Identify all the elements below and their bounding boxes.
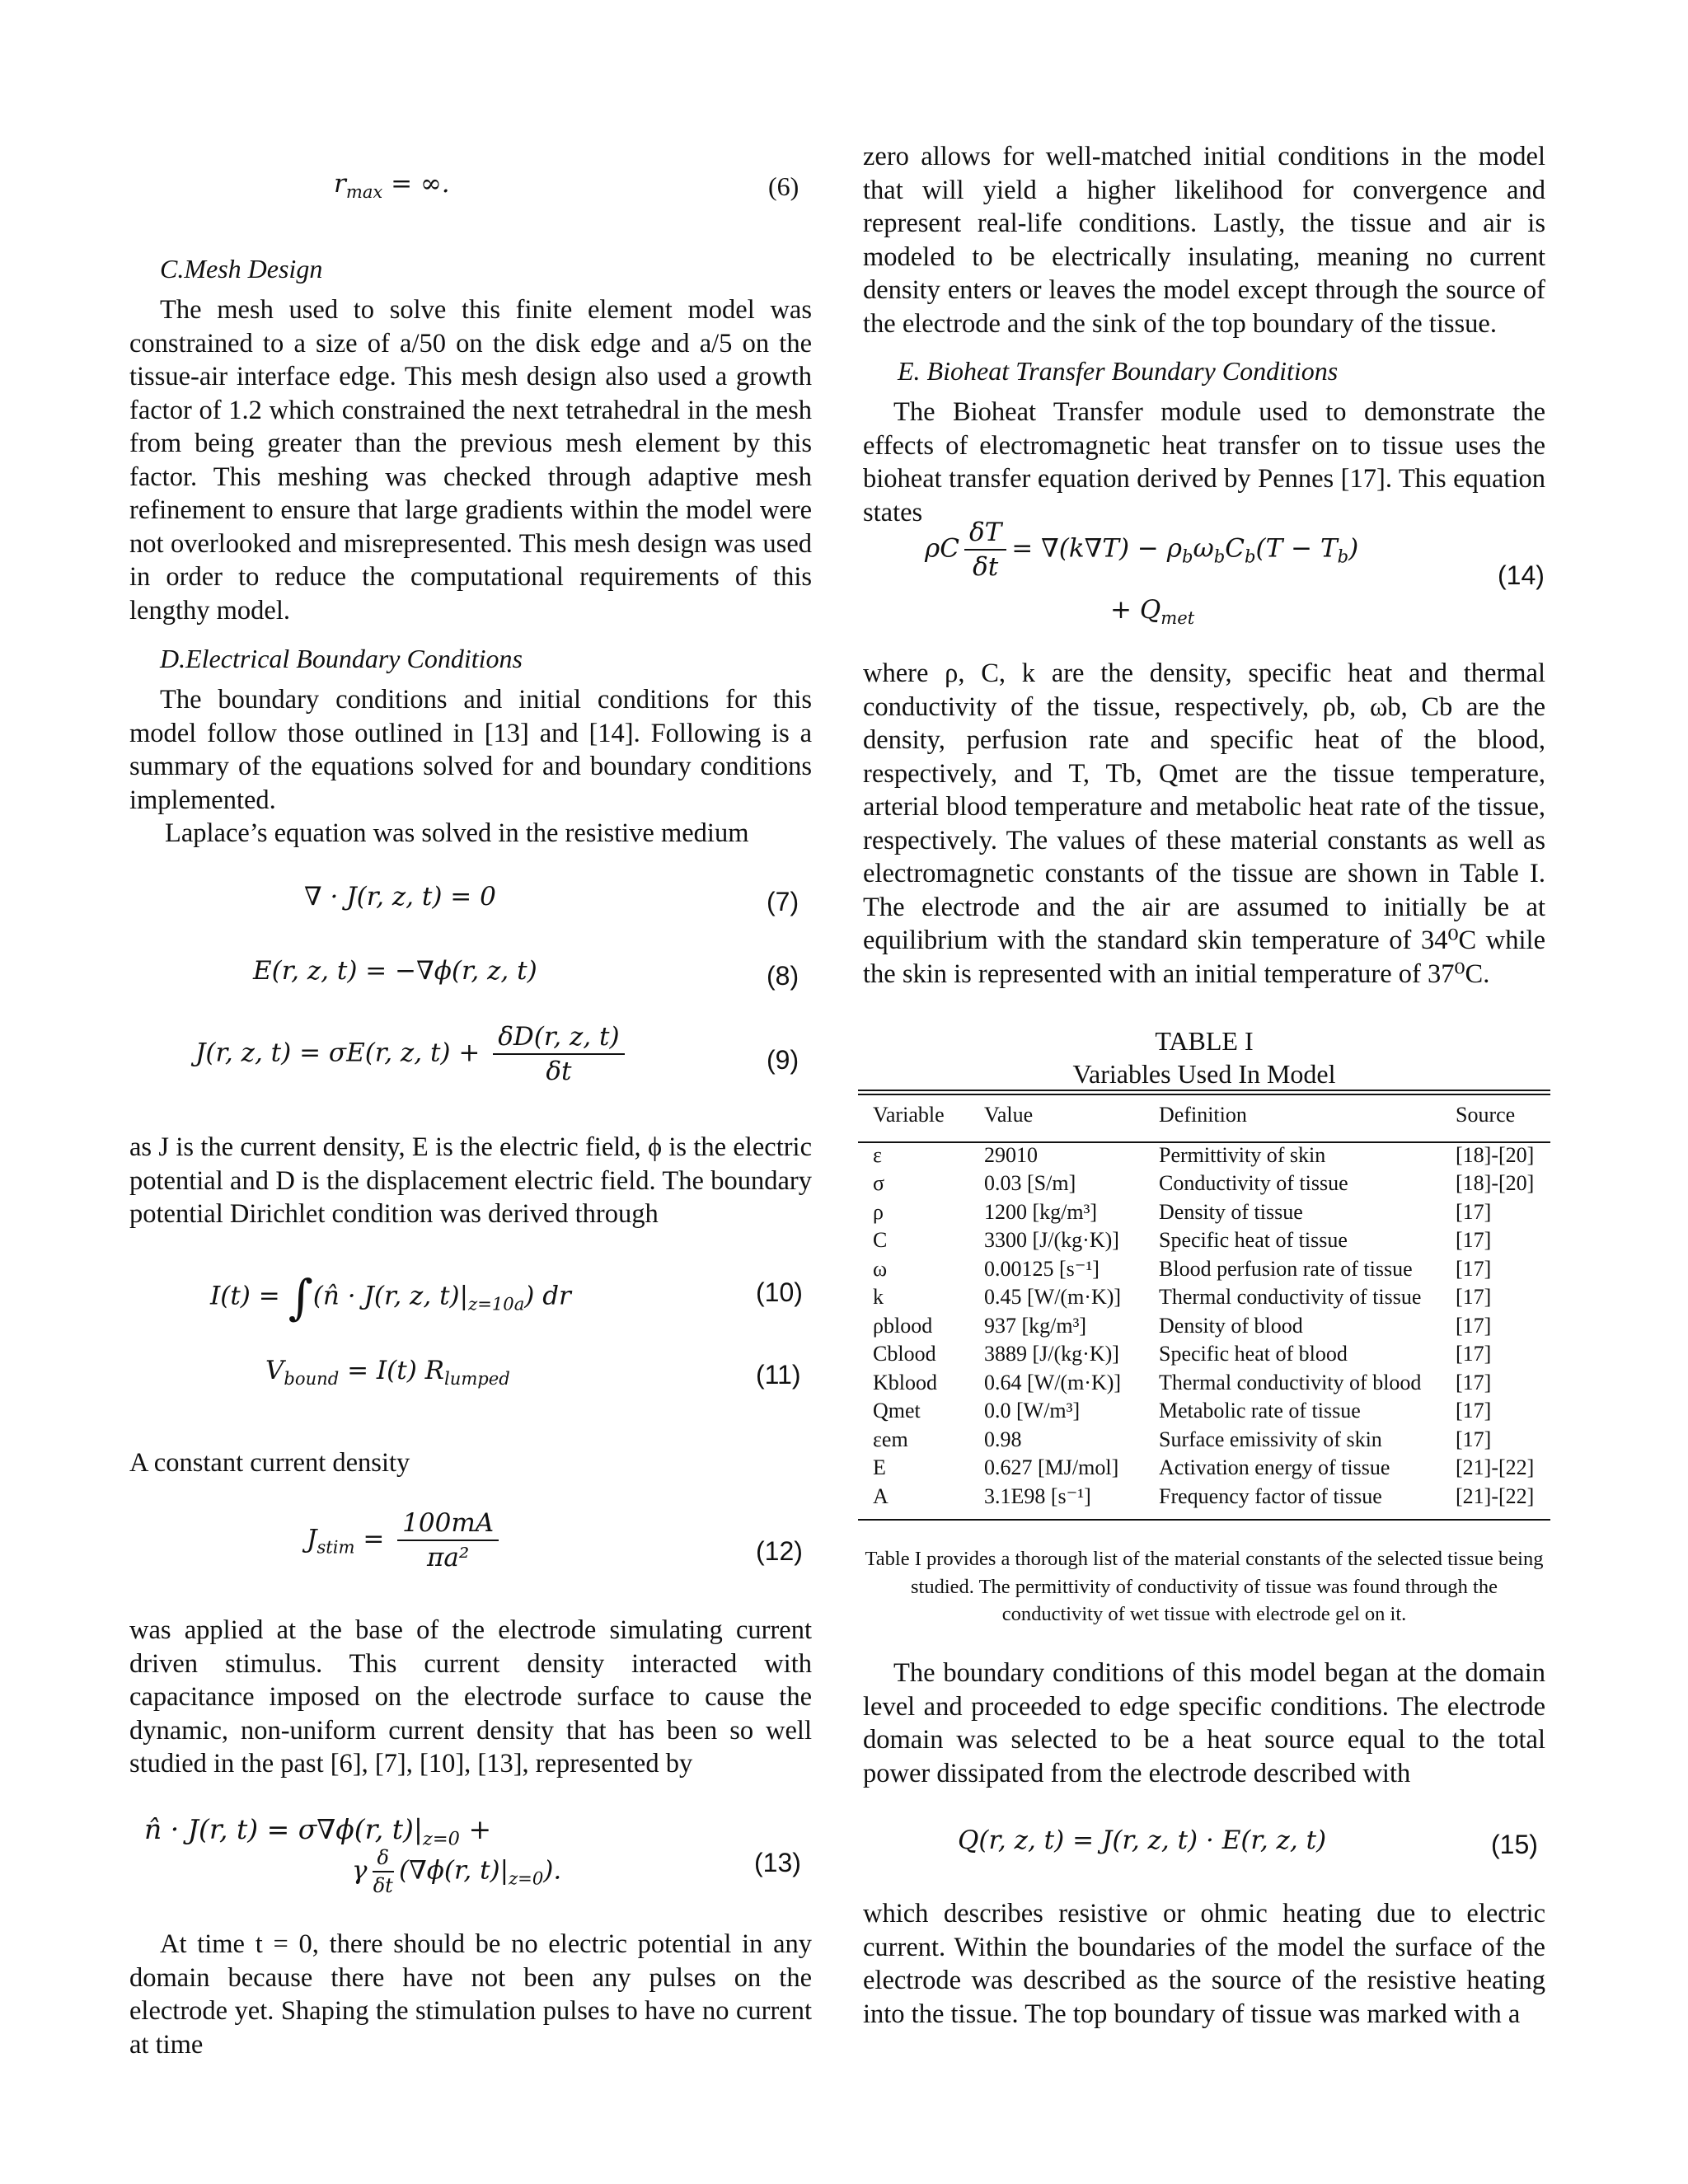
equation-14-line-2: + $Q_{met}$	[1110, 595, 1195, 629]
cell-definition: Thermal conductivity of blood	[1159, 1370, 1422, 1394]
cell-definition: Blood perfusion rate of tissue	[1159, 1256, 1413, 1281]
paragraph-laplace: Laplace’s equation was solved in the resistive medium	[165, 818, 749, 848]
table-top-rule-2	[858, 1094, 1550, 1095]
table-top-rule	[858, 1090, 1550, 1091]
cell-variable: Kblood	[873, 1370, 937, 1394]
cell-variable: ε	[873, 1142, 882, 1167]
cell-source: [18]-[20]	[1456, 1142, 1535, 1167]
cell-definition: Specific heat of blood	[1159, 1342, 1348, 1366]
table-row	[858, 1226, 1550, 1255]
paragraph-initial-conditions: At time t = 0, there should be no electric potential in any domain because there have not been any pulses on the electrode yet. Shaping the stimulation pulses to have no current at time	[129, 1929, 812, 2060]
table-row	[858, 1426, 1550, 1455]
paragraph-domain-level: The boundary conditions of this model began at the domain level and proceeded to edge specific conditions. The electrode domain was selected to be a heat source equal to the total power dissipated from the electrode described with	[863, 1658, 1545, 1788]
equation-number-7: (7)	[767, 887, 799, 916]
cell-variable: Cblood	[873, 1342, 936, 1366]
cell-value: 0.03 [S/m]	[984, 1171, 1076, 1195]
equation-13-line-1: n̂ · J(r, t) = σ∇ϕ(r, $t)|_{z=0}$ +	[144, 1813, 492, 1850]
cell-source: [17]	[1456, 1199, 1492, 1224]
cell-variable: ρblood	[873, 1313, 933, 1338]
paragraph-constant-current: A constant current density	[129, 1448, 410, 1478]
paragraph-stimulus: was applied at the base of the electrode simulating current driven stimulus. This current density interacted with capacitance imposed on the electrode surface to cause the dynamic, non-uniform current density that has been so well studied in the past [6], [7], [10], [13], represented by	[129, 1615, 812, 1779]
equation-9: J(r, z, t) = σE(r, z, t) + $\frac{\delta D(r, z, t)}{\delta t}$	[195, 1022, 630, 1086]
table-header-rule	[858, 1141, 1550, 1143]
equation-number-6: (6)	[768, 171, 799, 201]
cell-variable: Qmet	[873, 1399, 921, 1422]
paragraph-bioheat: The Bioheat Transfer module used to demonstrate the effects of electromagnetic heat transfer on to tissue uses the bioheat transfer equation derived by Pennes [17]. This equation states	[863, 397, 1545, 527]
equation-11: $V_{bound} = I(t)$ $R_{lumped}$	[265, 1356, 510, 1390]
cell-variable: σ	[873, 1171, 885, 1195]
cell-source: [21]-[22]	[1456, 1483, 1535, 1508]
cell-definition: Conductivity of tissue	[1159, 1171, 1348, 1195]
cell-variable: ρ	[873, 1199, 884, 1224]
table-subtitle: Variables Used In Model	[1072, 1059, 1336, 1089]
paragraph-variables: where ρ, C, k are the density, specific heat and thermal conductivity of the tissue, respectively, ρb, ωb, Cb are the density, perfusion rate and specific heat of the blood, respectively, and T, Tb, Qmet are the tissue temperature, arterial blood temperature and metabolic heat rate of the tissue, respectively. The values of these material constants as well as electromagnetic constants of the tissue are shown in Table I. The electrode and the air are assumed to initially be at equilibrium with the standard skin temperature of 34⁰C while the skin is represented with an initial temperature of 37⁰C.	[863, 658, 1545, 989]
cell-variable: E	[873, 1455, 886, 1479]
cell-value: 3300 [J/(kg·K)]	[984, 1228, 1119, 1252]
cell-definition: Activation energy of tissue	[1159, 1455, 1390, 1479]
cell-source: [17]	[1456, 1285, 1492, 1309]
cell-value: 3889 [J/(kg·K)]	[984, 1342, 1119, 1366]
table-row	[858, 1369, 1550, 1398]
table-title: TABLE I	[1155, 1026, 1254, 1056]
equation-number-8: (8)	[767, 961, 799, 991]
table-row	[858, 1397, 1550, 1426]
section-heading-electrical-boundary: D.Electrical Boundary Conditions	[160, 644, 523, 673]
table-row	[858, 1169, 1550, 1198]
cell-variable: k	[873, 1285, 884, 1309]
table-header-row	[858, 1101, 1550, 1137]
cell-source: [17]	[1456, 1399, 1492, 1422]
equation-13-line-2: γ $\frac{\delta}{\delta t}$ (∇ϕ(r, $t)|_{z=0}$).	[352, 1846, 562, 1897]
cell-value: 29010	[984, 1142, 1038, 1167]
cell-definition: Density of blood	[1159, 1313, 1303, 1338]
cell-definition: Density of tissue	[1159, 1199, 1303, 1224]
header-source: Source	[1456, 1103, 1516, 1127]
table-row	[858, 1312, 1550, 1341]
cell-value: 1200 [kg/m³]	[984, 1199, 1098, 1224]
equation-number-13: (13)	[754, 1848, 801, 1877]
equation-number-10: (10)	[756, 1277, 803, 1307]
equation-15: Q(r, z, t) = J(r, z, t) · E(r, z, t)	[958, 1825, 1327, 1855]
cell-variable: ω	[873, 1256, 888, 1281]
cell-source: [17]	[1456, 1228, 1492, 1252]
paragraph-mesh-design: The mesh used to solve this finite element model was constrained to a size of a/50 on the disk edge and a/5 on the tissue-air interface edge. This mesh design also used a growth factor of 1.2 which constrained the next tetrahedral in the mesh from being greater than the previous mesh element by this factor. This meshing was checked through adaptive mesh refinement to ensure that large gradients within the model were not overlooked and misrepresented. This mesh design was used in order to reduce the computational requirements of this lengthy model.	[129, 295, 812, 626]
cell-variable: εem	[873, 1427, 908, 1451]
table-row	[858, 1483, 1550, 1511]
table-row	[858, 1340, 1550, 1369]
header-definition: Definition	[1159, 1103, 1247, 1127]
table-bottom-rule	[858, 1519, 1550, 1521]
table-row	[858, 1454, 1550, 1483]
paragraph-insulating: zero allows for well-matched initial conditions in the model that will yield a higher likelihood for convergence and represent real-life conditions. Lastly, the tissue and air is modeled to be electrically insulating, meaning no current density enters or leaves the model except through the source of the electrode and the sink of the top boundary of the tissue.	[863, 142, 1545, 339]
cell-definition: Metabolic rate of tissue	[1159, 1399, 1361, 1422]
cell-definition: Frequency factor of tissue	[1159, 1483, 1382, 1508]
equation-6: $r_{max}$ = ∞.	[334, 169, 450, 203]
cell-source: [17]	[1456, 1313, 1492, 1338]
equation-number-12: (12)	[756, 1536, 803, 1566]
table-row	[858, 1283, 1550, 1312]
cell-value: 0.0 [W/m³]	[984, 1399, 1081, 1422]
table-note: Table I provides a thorough list of the material constants of the selected tissue being studied. The permittivity of conductivity of tissue was found through the conductivity of wet tissue with electrode gel on it.	[865, 1548, 1544, 1625]
cell-value: 0.00125 [s⁻¹]	[984, 1256, 1100, 1281]
cell-source: [17]	[1456, 1256, 1492, 1281]
table-row	[858, 1255, 1550, 1284]
equation-number-14: (14)	[1498, 560, 1545, 590]
header-value: Value	[984, 1103, 1034, 1127]
equation-14-line-1: ρC $\frac{\delta T}{\delta t}$ = $\nabla(k\nabla T) - \rho_b\omega_bC_b(T - T_b)$	[925, 518, 1359, 582]
cell-definition: Surface emissivity of skin	[1159, 1427, 1382, 1451]
equation-8: E(r, z, t) = −∇ϕ(r, z, t)	[253, 956, 537, 986]
equation-number-11: (11)	[756, 1360, 801, 1390]
cell-value: 0.64 [W/(m·K)]	[984, 1370, 1122, 1394]
equation-10: I(t) = ∫(n̂ · J(r, z, $t)|_{z=10a}$) dr	[210, 1269, 571, 1325]
cell-source: [21]-[22]	[1456, 1455, 1535, 1479]
paragraph-boundary-summary: The boundary conditions and initial conditions for this model follow those outlined in [13] and [14]. Following is a summary of the equations solved for and boundary conditions implemented.	[129, 685, 812, 815]
paragraph-definitions: as J is the current density, E is the electric field, ϕ is the electric potential and D is the displacement electric field. The boundary potential Dirichlet condition was derived through	[129, 1132, 812, 1229]
section-heading-bioheat: E. Bioheat Transfer Boundary Conditions	[898, 356, 1339, 386]
cell-source: [17]	[1456, 1427, 1492, 1451]
cell-definition: Permittivity of skin	[1159, 1142, 1326, 1167]
cell-value: 0.98	[984, 1427, 1022, 1451]
cell-value: 937 [kg/m³]	[984, 1313, 1087, 1338]
equation-number-15: (15)	[1491, 1830, 1538, 1859]
cell-source: [17]	[1456, 1342, 1492, 1366]
cell-value: 0.627 [MJ/mol]	[984, 1455, 1119, 1479]
paragraph-ohmic-heating: which describes resistive or ohmic heating due to electric current. Within the boundaries of the model the surface of the electrode was described as the source of the resistive heating into the tissue. The top boundary of tissue was marked with a	[863, 1899, 1545, 2029]
table-row	[858, 1198, 1550, 1227]
cell-definition: Specific heat of tissue	[1159, 1228, 1348, 1252]
cell-variable: C	[873, 1228, 888, 1252]
variables-table	[858, 1101, 1550, 1511]
section-heading-mesh-design: C.Mesh Design	[160, 254, 323, 284]
equation-7: ∇ · J(r, z, t) = 0	[304, 882, 496, 912]
cell-source: [17]	[1456, 1370, 1492, 1394]
cell-definition: Thermal conductivity of tissue	[1159, 1285, 1422, 1309]
cell-source: [18]-[20]	[1456, 1171, 1535, 1195]
cell-value: 0.45 [W/(m·K)]	[984, 1285, 1122, 1309]
header-variable: Variable	[873, 1103, 945, 1127]
equation-number-9: (9)	[767, 1045, 799, 1075]
cell-value: 3.1E98 [s⁻¹]	[984, 1483, 1091, 1508]
equation-12: $J_{stim}$ = $\frac{100mA}{\text{πa²}}$	[307, 1508, 504, 1572]
cell-variable: A	[873, 1483, 889, 1508]
